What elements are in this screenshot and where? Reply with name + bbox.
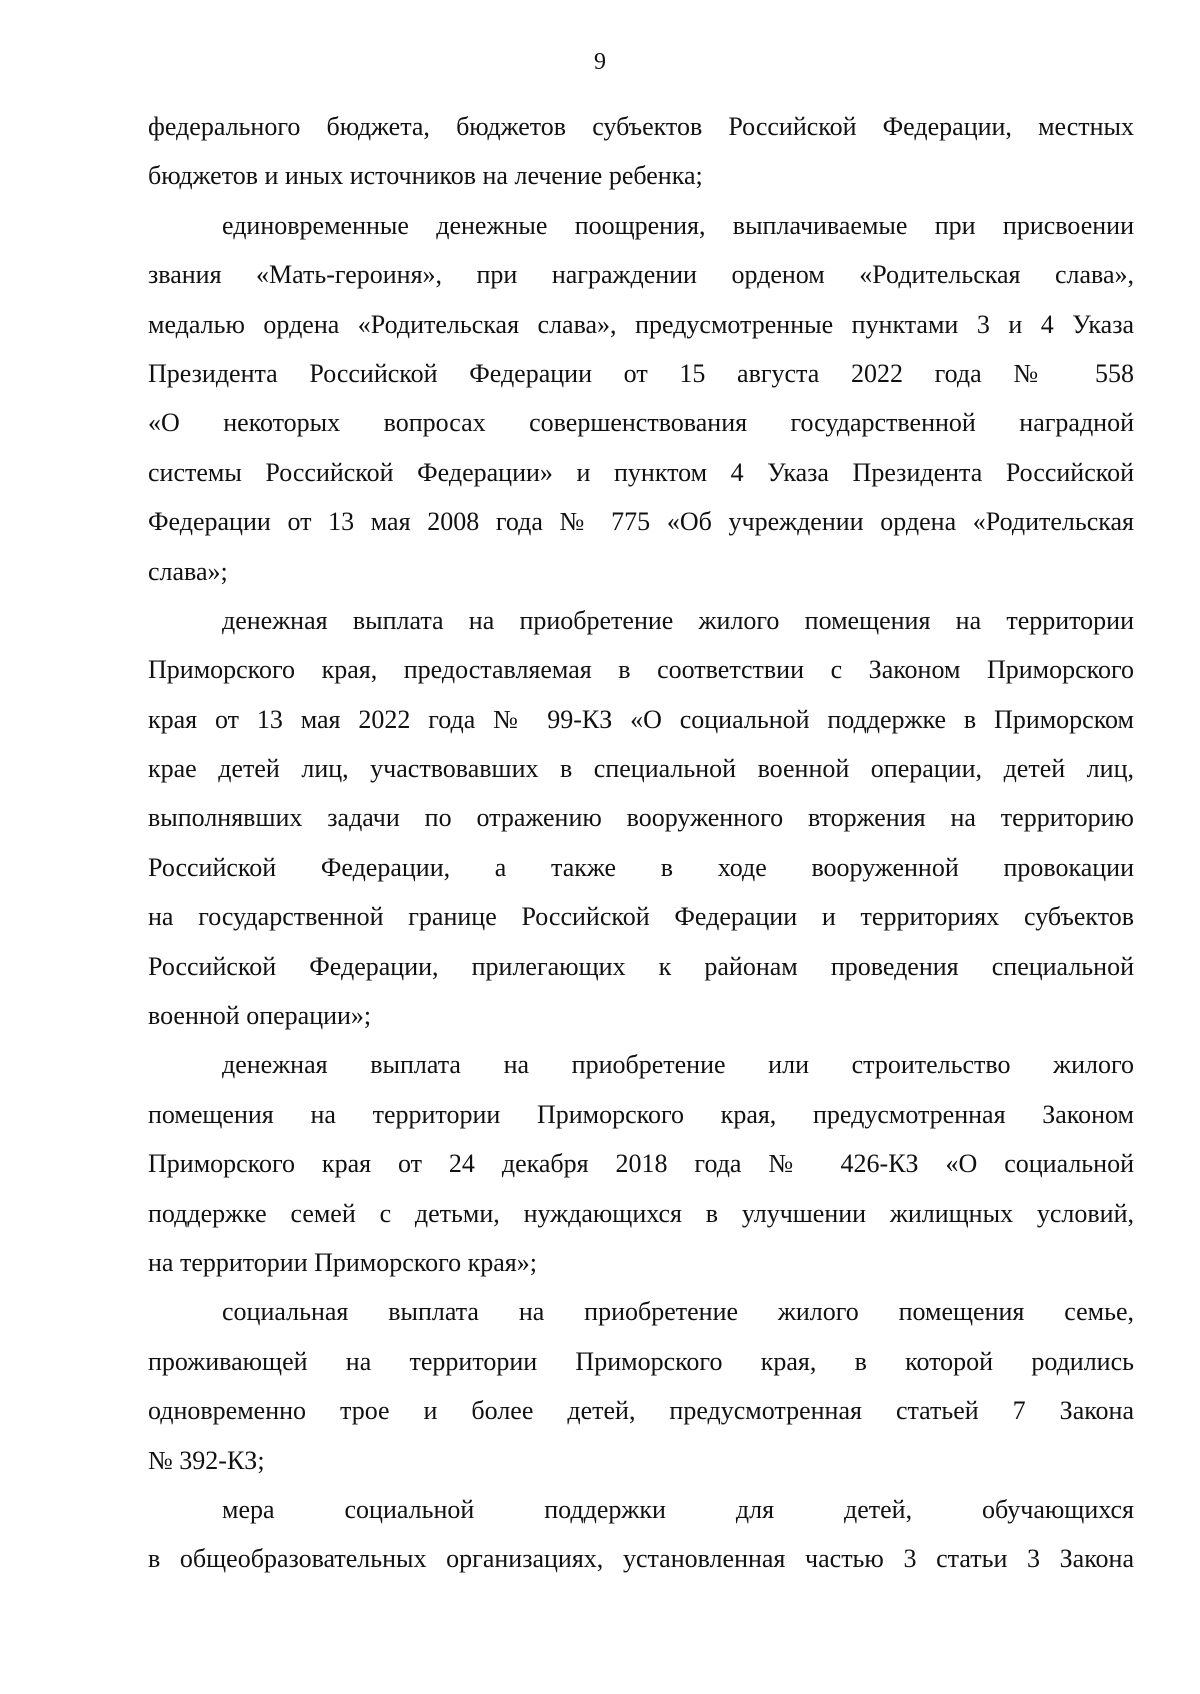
text-line: в общеобразовательных организациях, установленная частью 3 статьи 3 Закона [148, 1544, 1134, 1574]
text-line: мера социальной поддержки для детей, обучающихся [222, 1494, 1134, 1524]
text-line: на территории Приморского края»; [148, 1247, 537, 1277]
document-body [148, 102, 1134, 1584]
text-line: проживающей на территории Приморского края, в которой родились [148, 1346, 1134, 1376]
text-line: Российской Федерации, прилегающих к районам проведения специальной [148, 951, 1134, 981]
text-line: помещения на территории Приморского края, предусмотренная Законом [148, 1099, 1134, 1129]
text-line: одновременно трое и более детей, предусмотренная статьей 7 Закона [148, 1396, 1134, 1426]
text-line: военной операции»; [148, 1001, 372, 1031]
text-line: Приморского края, предоставляемая в соответствии с Законом Приморского [148, 655, 1134, 685]
paragraph-social-payment-triplets [148, 1287, 1134, 1485]
text-line: Приморского края от 24 декабря 2018 года № 426-КЗ «О социальной [148, 1149, 1134, 1179]
text-line: Президента Российской Федерации от 15 августа 2022 года № 558 [148, 358, 1134, 388]
paragraph-housing-payment-families [148, 1040, 1134, 1287]
text-line: на государственной границе Российской Федерации и территориях субъектов [148, 902, 1134, 932]
text-line: системы Российской Федерации» и пунктом 4 Указа Президента Российской [148, 457, 1134, 487]
text-line: Федерации от 13 мая 2008 года № 775 «Об учреждении ордена «Родительская [148, 507, 1134, 537]
text-line: слава»; [148, 556, 228, 586]
paragraph-budget-sources [148, 102, 1134, 201]
paragraph-student-support [148, 1485, 1134, 1584]
text-line: № 392-КЗ; [148, 1445, 265, 1475]
text-line: «О некоторых вопросах совершенствования государственной наградной [148, 408, 1134, 438]
text-line: звания «Мать-героиня», при награждении орденом «Родительская слава», [148, 260, 1134, 290]
text-line: медалью ордена «Родительская слава», предусмотренные пунктами 3 и 4 Указа [148, 309, 1134, 339]
text-line: Российской Федерации, а также в ходе вооруженной провокации [148, 852, 1134, 882]
paragraph-housing-payment-svo [148, 596, 1134, 1041]
text-line: федерального бюджета, бюджетов субъектов Российской Федерации, местных [148, 112, 1134, 141]
text-line: денежная выплата на приобретение или строительство жилого [222, 1050, 1134, 1080]
text-line: поддержке семей с детьми, нуждающихся в улучшении жилищных условий, [148, 1198, 1134, 1228]
text-line: края от 13 мая 2022 года № 99-КЗ «О социальной поддержке в Приморском [148, 704, 1134, 734]
text-line: крае детей лиц, участвовавших в специальной военной операции, детей лиц, [148, 754, 1134, 784]
text-line: единовременные денежные поощрения, выплачиваемые при присвоении [222, 210, 1134, 240]
text-line: денежная выплата на приобретение жилого помещения на территории [222, 605, 1134, 635]
text-line: бюджетов и иных источников на лечение ребенка; [148, 161, 703, 191]
paragraph-lump-sum-awards [148, 201, 1134, 596]
page-number: 9 [594, 49, 606, 75]
text-line: социальная выплата на приобретение жилого помещения семье, [222, 1297, 1134, 1327]
text-line: выполнявших задачи по отражению вооруженного вторжения на территорию [148, 803, 1134, 833]
